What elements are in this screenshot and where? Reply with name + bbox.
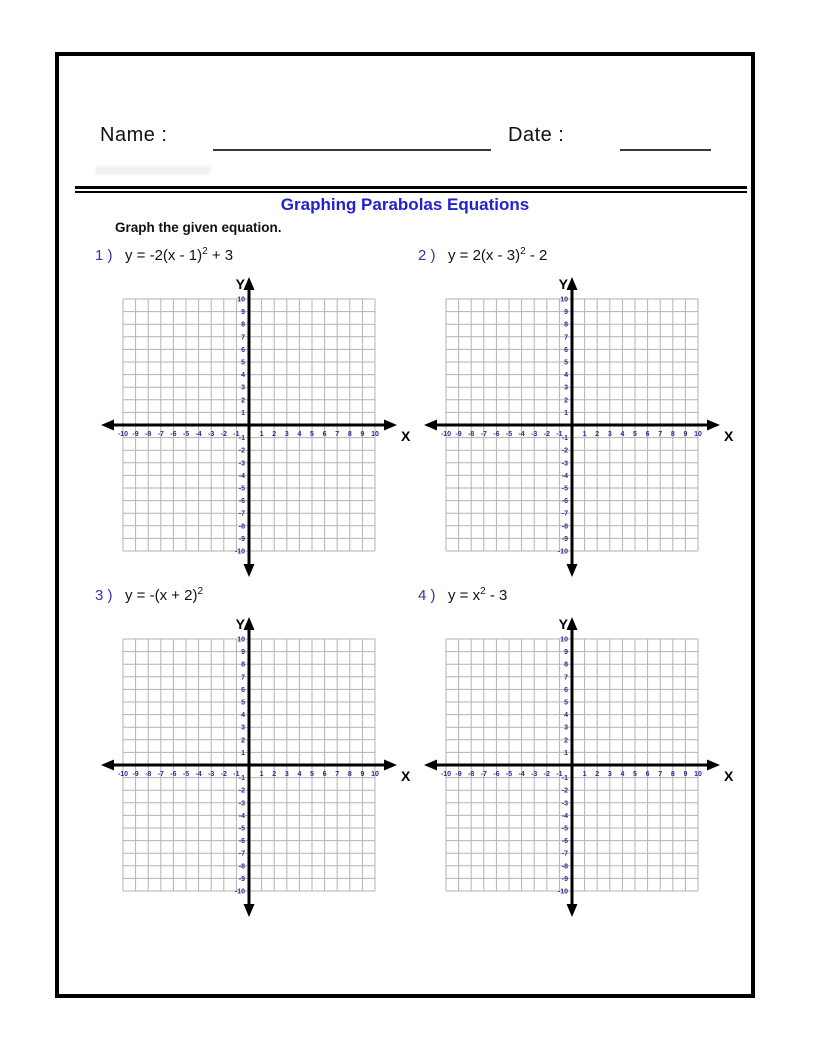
axes [107,281,391,573]
svg-text:-8: -8 [238,523,245,531]
svg-text:3: 3 [241,384,245,392]
svg-text:5: 5 [241,699,245,707]
y-axis-label: Y [558,616,568,632]
svg-text:10: 10 [371,771,379,778]
plot-grid-1[interactable] [99,273,419,583]
svg-text:4: 4 [564,372,568,380]
svg-text:-10: -10 [117,431,129,438]
y-axis-label: Y [558,276,568,292]
svg-text:8: 8 [670,771,675,778]
svg-text:5: 5 [310,431,314,438]
svg-text:7: 7 [658,771,663,778]
svg-text:8: 8 [564,321,568,329]
svg-text:-1: -1 [238,775,245,783]
problem-4-heading [418,587,507,609]
svg-text:-8: -8 [561,523,568,531]
svg-text:-7: -7 [480,771,487,778]
svg-text:-2: -2 [220,771,227,778]
svg-text:-4: -4 [518,431,525,438]
svg-text:-8: -8 [145,431,152,438]
svg-text:10: 10 [371,431,379,438]
svg-text:10: 10 [560,296,568,304]
svg-text:4: 4 [620,431,625,438]
svg-text:4: 4 [241,372,245,380]
svg-text:7: 7 [241,674,245,682]
svg-text:-1: -1 [238,435,245,443]
svg-text:6: 6 [322,431,327,438]
svg-text:3: 3 [284,771,289,778]
name-label: Name : [100,124,168,146]
svg-text:7: 7 [564,334,568,342]
svg-text:-7: -7 [238,850,245,858]
svg-text:-3: -3 [561,460,568,468]
svg-text:-3: -3 [238,460,245,468]
problem-1-equation: y = -2(x - 1)$^2$ + 3 [125,246,234,264]
svg-text:-10: -10 [557,548,568,556]
svg-text:8: 8 [241,321,245,329]
svg-text:3: 3 [564,724,568,732]
svg-text:1: 1 [241,409,245,417]
svg-text:4: 4 [297,771,302,778]
svg-text:-7: -7 [238,510,245,518]
svg-text:9: 9 [360,771,365,778]
svg-text:-3: -3 [208,431,215,438]
svg-text:-2: -2 [543,771,550,778]
svg-text:6: 6 [564,346,568,354]
svg-text:-3: -3 [531,431,538,438]
y-axis-label: Y [235,276,245,292]
axes [430,621,714,913]
svg-text:9: 9 [683,771,688,778]
svg-text:7: 7 [658,431,663,438]
svg-text:3: 3 [607,771,612,778]
svg-text:-3: -3 [531,771,538,778]
svg-text:-10: -10 [557,888,568,896]
svg-text:3: 3 [284,431,289,438]
name-input-line[interactable] [213,129,491,151]
x-axis-label: X [724,768,734,784]
svg-text:-4: -4 [238,472,245,480]
svg-text:-6: -6 [170,771,177,778]
svg-text:-8: -8 [468,431,475,438]
svg-text:-4: -4 [561,812,568,820]
svg-text:-8: -8 [468,771,475,778]
svg-text:-5: -5 [561,825,568,833]
axes [107,621,391,913]
svg-text:9: 9 [241,309,245,317]
svg-text:2: 2 [564,737,568,745]
header-divider-rule [75,186,747,193]
svg-text:1: 1 [582,431,587,438]
svg-text:-7: -7 [561,850,568,858]
date-input-line[interactable] [620,129,711,151]
svg-text:-1: -1 [561,775,568,783]
svg-text:-7: -7 [561,510,568,518]
svg-text:-10: -10 [234,548,245,556]
svg-text:-8: -8 [238,863,245,871]
svg-text:-6: -6 [238,498,245,506]
svg-text:-6: -6 [561,498,568,506]
svg-text:-8: -8 [561,863,568,871]
problem-1-heading [95,247,233,269]
svg-text:6: 6 [241,346,245,354]
svg-text:-4: -4 [561,472,568,480]
svg-text:-5: -5 [238,825,245,833]
problem-3-equation: $y = -(x + 2)^2$ [125,586,204,604]
svg-text:-4: -4 [238,812,245,820]
svg-text:7: 7 [335,771,340,778]
svg-text:7: 7 [335,431,340,438]
plot-grid-2[interactable] [422,273,742,583]
svg-text:-2: -2 [238,787,245,795]
svg-text:8: 8 [241,661,245,669]
svg-text:-5: -5 [238,485,245,493]
svg-text:1: 1 [564,409,568,417]
svg-text:-2: -2 [220,431,227,438]
svg-text:1: 1 [259,771,264,778]
svg-text:6: 6 [322,771,327,778]
problem-2-equation: y = 2(x - 3)$^2$ - 2 [448,246,548,264]
svg-text:-1: -1 [561,435,568,443]
svg-text:-3: -3 [561,800,568,808]
svg-text:-5: -5 [505,771,513,778]
svg-text:5: 5 [564,359,568,367]
plot-grid-4[interactable] [422,613,742,923]
svg-text:4: 4 [241,712,245,720]
svg-text:-9: -9 [455,771,462,778]
svg-text:1: 1 [564,749,568,757]
svg-text:-6: -6 [561,838,568,846]
svg-text:2: 2 [564,397,568,405]
svg-text:4: 4 [297,431,302,438]
svg-text:10: 10 [237,636,245,644]
svg-text:1: 1 [241,749,245,757]
svg-text:-9: -9 [238,535,245,543]
svg-text:-8: -8 [145,771,152,778]
svg-text:-1: -1 [233,771,240,778]
svg-text:-1: -1 [233,431,240,438]
svg-text:-6: -6 [170,431,177,438]
svg-text:5: 5 [310,771,314,778]
svg-text:-1: -1 [556,431,563,438]
svg-text:-9: -9 [132,771,139,778]
axes [430,281,714,573]
svg-text:-2: -2 [561,447,568,455]
svg-text:5: 5 [633,431,637,438]
svg-text:-9: -9 [561,535,568,543]
svg-text:-2: -2 [561,787,568,795]
svg-text:-7: -7 [157,431,164,438]
svg-text:3: 3 [241,724,245,732]
svg-text:5: 5 [564,699,568,707]
svg-text:-4: -4 [195,771,202,778]
svg-text:8: 8 [564,661,568,669]
svg-text:7: 7 [241,334,245,342]
svg-text:-1: -1 [556,771,563,778]
svg-text:2: 2 [272,431,277,438]
instruction-text: Graph the given equation. [115,220,282,235]
svg-text:9: 9 [564,309,568,317]
svg-text:-9: -9 [561,875,568,883]
problem-2-heading [418,247,547,269]
svg-text:-9: -9 [132,431,139,438]
svg-text:-7: -7 [157,771,164,778]
svg-text:8: 8 [347,771,352,778]
problem-4-equation: $y = x^2 - 3$ [448,586,508,604]
svg-text:-5: -5 [561,485,568,493]
svg-text:-5: -5 [505,431,513,438]
svg-text:-9: -9 [455,431,462,438]
x-axis-label: X [401,768,411,784]
svg-text:7: 7 [564,674,568,682]
svg-text:8: 8 [347,431,352,438]
svg-text:-4: -4 [195,431,202,438]
svg-text:6: 6 [645,431,650,438]
faded-print-artifact [95,166,210,175]
problem-cell-3 [95,587,430,929]
svg-text:-6: -6 [238,838,245,846]
svg-text:-4: -4 [518,771,525,778]
problem-3-heading [95,587,203,609]
svg-text:4: 4 [564,712,568,720]
svg-text:2: 2 [272,771,277,778]
svg-text:9: 9 [360,431,365,438]
svg-text:3: 3 [564,384,568,392]
problem-cell-1 [95,247,430,589]
problem-1-number: 1 ) [95,247,113,264]
plot-grid-3[interactable] [99,613,419,923]
svg-text:-3: -3 [238,800,245,808]
problem-cell-2 [418,247,753,589]
svg-text:9: 9 [241,649,245,657]
date-label: Date : [508,124,565,146]
svg-text:8: 8 [670,431,675,438]
svg-text:-10: -10 [234,888,245,896]
svg-text:3: 3 [607,431,612,438]
svg-text:-6: -6 [493,431,500,438]
svg-text:6: 6 [241,686,245,694]
svg-text:10: 10 [694,431,702,438]
svg-text:2: 2 [595,431,600,438]
svg-text:-5: -5 [182,431,190,438]
svg-text:-10: -10 [440,771,452,778]
svg-text:-10: -10 [117,771,129,778]
page-title: Graphing Parabolas Equations [280,195,530,214]
y-axis-label: Y [235,616,245,632]
svg-text:1: 1 [582,771,587,778]
svg-text:-2: -2 [238,447,245,455]
svg-text:5: 5 [241,359,245,367]
svg-text:10: 10 [237,296,245,304]
problem-4-number: 4 ) [418,587,436,604]
svg-text:-3: -3 [208,771,215,778]
problem-3-number: 3 ) [95,587,113,604]
svg-text:6: 6 [645,771,650,778]
svg-text:4: 4 [620,771,625,778]
svg-text:-5: -5 [182,771,190,778]
x-axis-label: X [401,428,411,444]
svg-text:2: 2 [241,737,245,745]
svg-text:-7: -7 [480,431,487,438]
problem-cell-4 [418,587,753,929]
svg-text:5: 5 [633,771,637,778]
svg-text:-6: -6 [493,771,500,778]
problem-2-number: 2 ) [418,247,436,264]
worksheet-page-border [55,52,755,998]
svg-text:-2: -2 [543,431,550,438]
svg-text:10: 10 [560,636,568,644]
svg-text:-9: -9 [238,875,245,883]
svg-text:1: 1 [259,431,264,438]
svg-text:10: 10 [694,771,702,778]
svg-text:9: 9 [564,649,568,657]
x-axis-label: X [724,428,734,444]
svg-text:6: 6 [564,686,568,694]
svg-text:9: 9 [683,431,688,438]
svg-text:2: 2 [241,397,245,405]
svg-text:2: 2 [595,771,600,778]
svg-text:-10: -10 [440,431,452,438]
